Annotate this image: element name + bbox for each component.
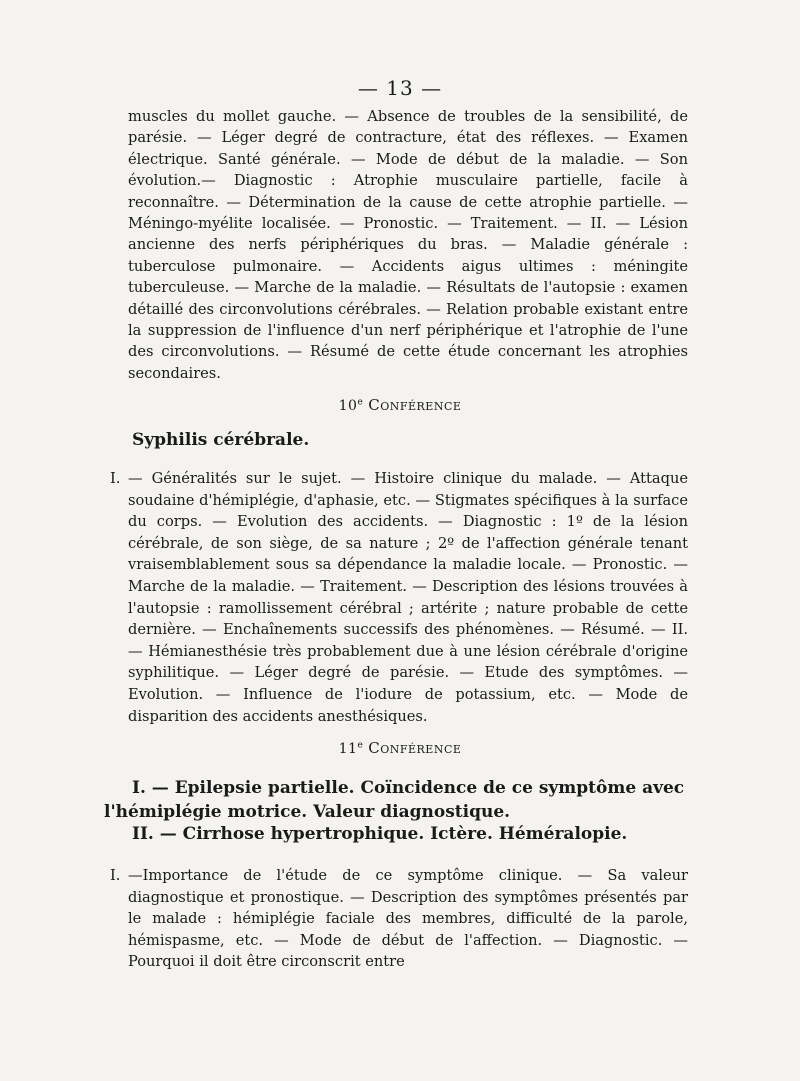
conference-11-item [110, 865, 688, 973]
conference-10-item [110, 468, 688, 727]
conference-10-heading [0, 396, 800, 414]
intro-paragraph [128, 106, 688, 384]
conference-11-item-number: I. [110, 867, 121, 884]
conference-10-item-number: I. [110, 470, 121, 487]
conference-11-item-text: —Importance de l'étude de ce symptôme clinique. — Sa valeur diagnostique et pronostique. — Description des symptômes présentés par le malade : hémiplégie faciale des membres, difficulté de la parole, hémispasme, etc. — Mode de début de l'affection. — Diagnostic. — Pourquoi il doit être circonscrit entre [128, 867, 688, 971]
conference-11-ordinal: e [357, 740, 364, 751]
conference-10-subtitle: Syphilis cérébrale. [132, 430, 310, 450]
conference-11-title-1: I. — Epilepsie partielle. Coïncidence de ce symptôme avec l'hémiplégie motrice. Valeur diagnostique. [104, 778, 685, 822]
conference-10-number: 10 [338, 398, 358, 414]
conference-10-item-text: — Généralités sur le sujet. — Histoire clinique du malade. — Attaque soudaine d'hémiplégie, d'aphasie, etc. — Stigmates spécifiques à la surface du corps. — Evolution des accidents. — Diagnostic : 1º de la lésion cérébrale, de son siège, de sa nature ; 2º de l'affection générale tenant vraisemblablement sous sa dépendance la maladie locale. — Pronostic. — Marche de la maladie. — Traitement. — Description des lésions trouvées à l'autopsie : ramollissement cérébral ; artérite ; nature probable de cette dernière. — Enchaînements successifs des phénomènes. — Résumé. — II. — Hémianesthésie très probablement due à une lésion cérébrale d'origine syphilitique. — Léger degré de parésie. — Etude des symptômes. — Evolution. — Influence de l'iodure de potassium, etc. — Mode de disparition des accidents anesthésiques. [128, 470, 688, 725]
conference-10-ordinal: e [357, 397, 364, 408]
conference-11-title-2: II. — Cirrhose hypertrophique. Ictère. Héméralopie. [132, 824, 628, 844]
intro-paragraph-text: muscles du mollet gauche. — Absence de troubles de la sensibilité, de parésie. — Léger degré de contracture, état des réflexes. — Examen électrique. Santé générale. — Mode de début de la maladie. — Son évolution.— Diagnostic : Atrophie musculaire partielle, facile à reconnaître. — Détermination de la cause de cette atrophie partielle. — Méningo-myélite localisée. — Pronostic. — Traitement. — II. — Lésion ancienne des nerfs périphériques du bras. — Maladie générale : tuberculose pulmonaire. — Accidents aigus ultimes : méningite tuberculeuse. — Marche de la maladie. — Résultats de l'autopsie : examen détaillé des circonvolutions cérébrales. — Relation probable existant entre la suppression de l'influence d'un nerf périphérique et l'atrophie de l'une des circonvolutions. — Résumé de cette étude concernant les atrophies secondaires. [128, 108, 688, 382]
conference-10-word: Conférence [368, 396, 462, 414]
page-number: — 13 — [357, 76, 443, 100]
conference-11-number: 11 [338, 741, 358, 757]
conference-11-heading [0, 739, 800, 757]
conference-11-word: Conférence [368, 739, 462, 757]
